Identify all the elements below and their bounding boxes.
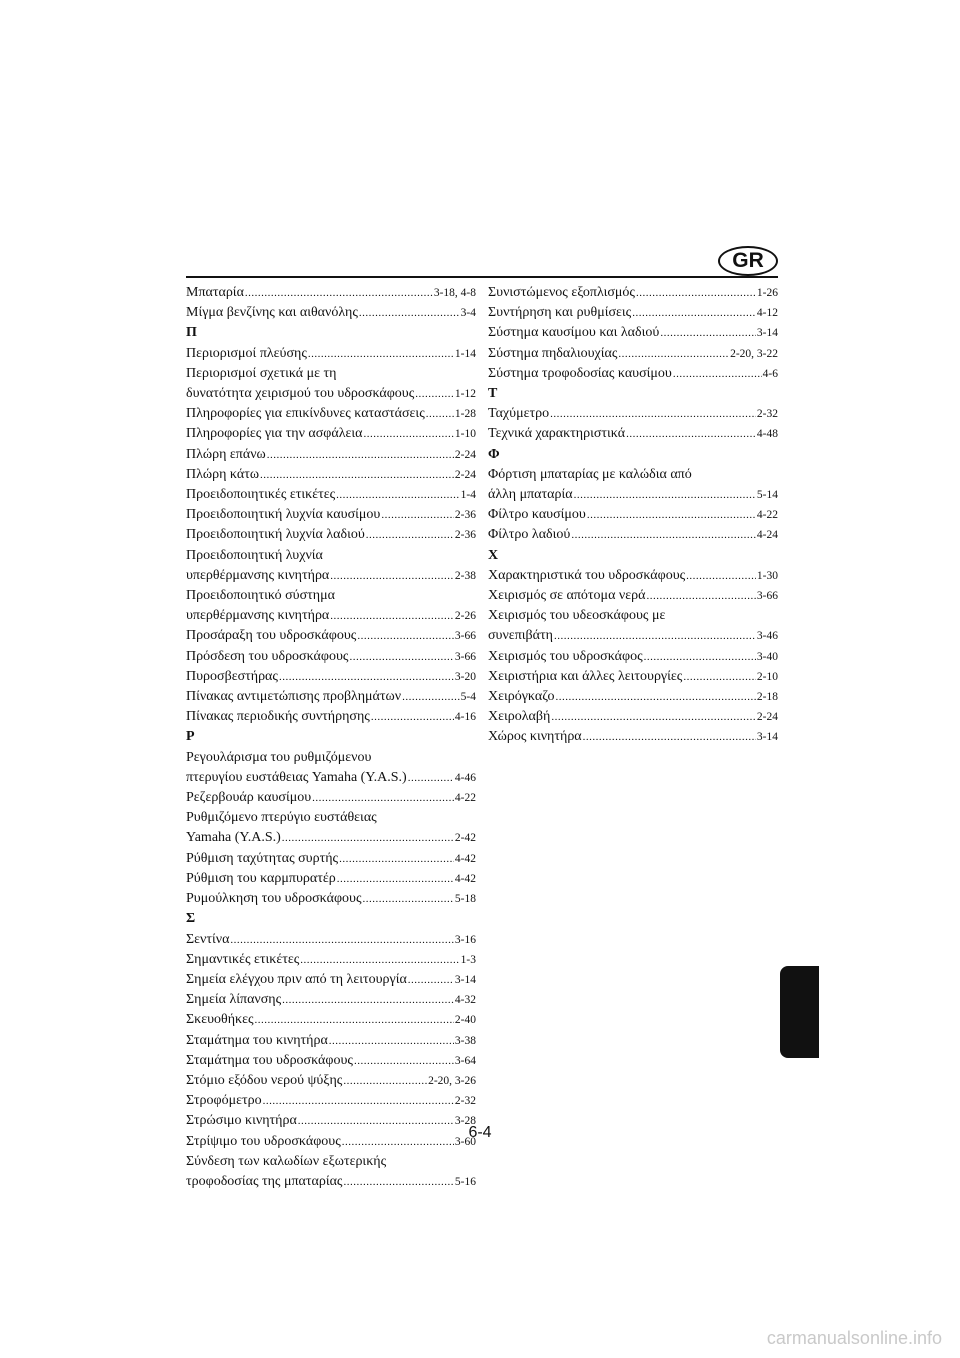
index-entry (186, 344, 476, 364)
dot-leader (260, 465, 454, 485)
index-entry (186, 889, 476, 909)
index-entry-page: 3-20 (454, 670, 476, 683)
language-badge: GR (718, 246, 778, 276)
index-entry (186, 1051, 476, 1071)
index-entry (488, 707, 778, 727)
index-entry (186, 404, 476, 424)
index-entry-text: Ρεζερβουάρ καυσίμου (186, 790, 312, 806)
index-column-left (186, 283, 476, 1192)
index-entry-text: Σύστημα πηδαλιουχίας (488, 345, 618, 361)
index-entry-text: υπερθέρμανσης κινητήρα (186, 608, 330, 624)
index-entry (186, 424, 476, 444)
index-entry-page: 3-4 (460, 307, 476, 320)
index-entry-page: 4-32 (454, 994, 476, 1007)
index-entry-text: Στρώσιμο κινητήρα (186, 1113, 297, 1129)
index-entry-text: Ρύθμιση του καρμπυρατέρ (186, 870, 336, 886)
index-entry-page: 3-28 (454, 1115, 476, 1128)
index-entry-text: Μίγμα βενζίνης και αιθανόλης (186, 305, 358, 321)
index-letter-heading: Σ (186, 911, 196, 927)
dot-leader (366, 525, 454, 545)
index-entry-text: Στροφόμετρο (186, 1093, 262, 1109)
index-entry-text: Χώρος κινητήρα (488, 729, 582, 745)
index-entry (186, 303, 476, 323)
index-entry-page: 4-22 (756, 509, 778, 522)
dot-leader (337, 869, 454, 889)
index-entry-page: 5-18 (454, 893, 476, 906)
dot-leader (279, 667, 454, 687)
dot-leader (371, 707, 454, 727)
dot-leader (245, 283, 433, 303)
index-letter-heading: Χ (488, 547, 499, 563)
index-entry-text: Σύστημα καυσίμου και λαδιού (488, 325, 660, 341)
index-entry-page: 4-46 (454, 771, 476, 784)
index-entry-text: Πληροφορίες για επικίνδυνες καταστάσεις (186, 406, 425, 422)
dot-leader (632, 303, 756, 323)
index-entry (488, 344, 778, 364)
index-entry-page: 2-36 (454, 529, 476, 542)
index-entry-page: 3-60 (454, 1135, 476, 1148)
index-entry-page: 3-66 (454, 630, 476, 643)
dot-leader (343, 1172, 453, 1192)
index-letter-heading: Ρ (186, 729, 195, 745)
index-entry-text: άλλη μπαταρία (488, 487, 573, 503)
index-entry-continued-line: Χειρισμός του υδεοσκάφους με (488, 608, 666, 624)
index-entry-page: 2-24 (454, 448, 476, 461)
dot-leader (282, 990, 454, 1010)
index-entry-text: Σταμάτημα του κινητήρα (186, 1032, 328, 1048)
index-entry-page: 3-66 (454, 650, 476, 663)
index-entry-page: 2-18 (756, 691, 778, 704)
index-entry (186, 626, 476, 646)
index-entry-page: 2-10 (756, 670, 778, 683)
index-entry-page: 3-14 (756, 731, 778, 744)
index-entry-text: Συντήρηση και ρυθμίσεις (488, 305, 632, 321)
index-entry (186, 869, 476, 889)
dot-leader (408, 768, 454, 788)
index-entry-page: 2-24 (756, 711, 778, 724)
dot-leader (683, 667, 756, 687)
dot-leader (308, 344, 454, 364)
dot-leader (363, 424, 453, 444)
dot-leader (363, 889, 454, 909)
index-entry-text: Χειρόγκαζο (488, 689, 555, 705)
index-entry-text: Σύστημα τροφοδοσίας καυσίμου (488, 365, 672, 381)
index-entry-text: Πλώρη επάνω (186, 446, 266, 462)
index-entry-text: Φίλτρο λαδιού (488, 527, 571, 543)
dot-leader (686, 566, 756, 586)
dot-leader (626, 424, 756, 444)
index-entry-page: 2-32 (454, 1095, 476, 1108)
dot-leader (646, 586, 755, 606)
index-entry-text: Στρίψιμο του υδροσκάφους (186, 1133, 341, 1149)
index-letter-heading: Π (186, 325, 197, 341)
dot-leader (339, 849, 454, 869)
index-entry-text: Ρυμούλκηση του υδροσκάφους (186, 891, 362, 907)
index-entry-page: 2-36 (454, 509, 476, 522)
index-entry-text: Πληροφορίες για την ασφάλεια (186, 426, 363, 442)
index-entry-text: Yamaha (Y.A.S.) (186, 830, 281, 846)
page-number: 6-4 (468, 1124, 492, 1141)
dot-leader (255, 1010, 454, 1030)
index-entry-page: 2-38 (454, 569, 476, 582)
index-entry-page: 2-20, 3-26 (428, 1074, 476, 1087)
index-entry-text: Ταχύμετρο (488, 406, 550, 422)
index-entry-page: 1-12 (454, 388, 476, 401)
index-entry (186, 283, 476, 303)
dot-leader (415, 384, 454, 404)
index-entry-text: Χειρολαβή (488, 709, 551, 725)
index-entry-page: 4-48 (756, 428, 778, 441)
index-entry (186, 828, 476, 848)
index-entry-text: Σημαντικές ετικέτες (186, 951, 300, 967)
index-entry-text: Σημεία ελέγχου πριν από τη λειτουργία (186, 971, 407, 987)
index-entry-page: 1-14 (454, 347, 476, 360)
dot-leader (408, 970, 454, 990)
index-entry-text: Ρύθμιση ταχύτητας συρτής (186, 850, 339, 866)
dot-leader (644, 647, 756, 667)
dot-leader (618, 344, 729, 364)
index-entry-text: πτερυγίου ευστάθειας Yamaha (Y.A.S.) (186, 769, 407, 785)
index-entry-page: 4-42 (454, 872, 476, 885)
index-entry (186, 667, 476, 687)
index-entry-page: 2-20, 3-22 (730, 347, 778, 360)
dot-leader (381, 505, 454, 525)
index-entry-continued-line: Προειδοποιητική λυχνία (186, 547, 323, 563)
dot-leader (330, 606, 454, 626)
dot-leader (343, 1071, 427, 1091)
watermark: carmanualsonline.info (766, 1328, 942, 1348)
index-entry-page: 1-26 (756, 287, 778, 299)
dot-leader (267, 445, 454, 465)
index-entry-text: Πυροσβεστήρας (186, 668, 278, 684)
index-entry-page: 1-30 (756, 569, 778, 582)
dot-leader (230, 930, 453, 950)
index-entry (186, 505, 476, 525)
index-entry (488, 364, 778, 384)
index-entry (488, 626, 778, 646)
dot-leader (571, 525, 756, 545)
index-entry-page: 5-4 (460, 691, 476, 704)
index-entry-continued-line: Περιορισμοί σχετικά με τη (186, 365, 337, 381)
index-entry-text: Χειριστήρια και άλλες λειτουργίες (488, 668, 683, 684)
dot-leader (636, 283, 756, 303)
dot-leader (330, 566, 454, 586)
index-entry (488, 303, 778, 323)
index-entry-text: Πλώρη κάτω (186, 466, 260, 482)
index-entry-text: Προσάραξη του υδροσκάφους (186, 628, 357, 644)
index-entry (488, 727, 778, 747)
index-entry (186, 1031, 476, 1051)
index-entry-text: τροφοδοσίας της μπαταρίας (186, 1173, 343, 1189)
index-entry-page: 4-16 (454, 711, 476, 724)
index-entry-text: συνεπιβάτη (488, 628, 553, 644)
index-entry-page: 2-32 (756, 408, 778, 421)
dot-leader (673, 364, 762, 384)
index-entry-page: 3-66 (756, 590, 778, 603)
index-entry (186, 485, 476, 505)
index-entry-text: Πίνακας περιοδικής συντήρησης (186, 709, 370, 725)
index-entry-text: Συνιστώμενος εξοπλισμός (488, 285, 635, 300)
index-entry (186, 445, 476, 465)
index-entry-page: 1-4 (460, 489, 476, 502)
index-entry (186, 566, 476, 586)
index-entry (488, 667, 778, 687)
dot-leader (583, 727, 756, 747)
dot-leader (402, 687, 460, 707)
index-entry-text: Στόμιο εξόδου νερού ψύξης (186, 1072, 343, 1088)
index-entry (488, 647, 778, 667)
index-entry-text: Χειρισμός σε απότομα νερά (488, 588, 646, 604)
index-entry-page: 2-40 (454, 1014, 476, 1027)
index-entry-text: Πρόσδεση του υδροσκάφους (186, 648, 349, 664)
dot-leader (426, 404, 454, 424)
index-entry-page: 4-42 (454, 852, 476, 865)
index-column-right (488, 283, 778, 748)
index-entry (186, 1071, 476, 1091)
index-entry (186, 1172, 476, 1192)
index-entry-text: Σκευοθήκες (186, 1012, 254, 1028)
index-entry-text: Σημεία λίπανσης (186, 992, 282, 1008)
header-rule (186, 276, 778, 278)
index-entry (488, 485, 778, 505)
index-entry (488, 505, 778, 525)
dot-leader (551, 707, 756, 727)
dot-leader (263, 1091, 454, 1111)
section-tab (780, 966, 819, 1058)
index-entry (488, 566, 778, 586)
index-entry (186, 465, 476, 485)
index-entry-text: Μπαταρία (186, 285, 244, 300)
index-entry (186, 707, 476, 727)
index-entry-page: 2-42 (454, 832, 476, 845)
index-entry-page: 5-16 (454, 1175, 476, 1188)
index-entry-page: 3-16 (454, 933, 476, 946)
index-entry (186, 1010, 476, 1030)
dot-leader (282, 828, 454, 848)
index-entry-page: 4-24 (756, 529, 778, 542)
index-entry-text: υπερθέρμανσης κινητήρα (186, 567, 330, 583)
index-entry (488, 586, 778, 606)
index-entry-text: Πίνακας αντιμετώπισης προβλημάτων (186, 689, 402, 705)
index-entry (186, 768, 476, 788)
index-entry (186, 1091, 476, 1111)
index-entry-page: 1-28 (454, 408, 476, 421)
index-entry-page: 3-38 (454, 1034, 476, 1047)
index-entry-page: 3-46 (756, 630, 778, 643)
index-entry (488, 283, 778, 303)
index-entry (186, 788, 476, 808)
index-entry (186, 970, 476, 990)
index-entry (488, 525, 778, 545)
dot-leader (300, 950, 459, 970)
index-entry-continued-line: Προειδοποιητικό σύστημα (186, 588, 335, 604)
index-entry (186, 647, 476, 667)
index-letter-heading: Φ (488, 446, 500, 462)
index-entry (186, 990, 476, 1010)
index-entry-text: Χαρακτηριστικά του υδροσκάφους (488, 567, 686, 583)
dot-leader (329, 1031, 454, 1051)
dot-leader (336, 485, 460, 505)
dot-leader (555, 687, 755, 707)
dot-leader (349, 647, 453, 667)
index-entry-page: 1-10 (454, 428, 476, 441)
index-entry-page: 3-14 (454, 973, 476, 986)
index-entry-continued-line: Φόρτιση μπαταρίας με καλώδια από (488, 466, 692, 482)
index-entry-text: Φίλτρο καυσίμου (488, 507, 586, 523)
index-entry-page: 4-6 (762, 367, 778, 380)
index-entry-text: Περιορισμοί πλεύσης (186, 345, 307, 361)
index-entry-page: 5-14 (756, 489, 778, 502)
index-entry-continued-line: Ρυθμιζόμενο πτερύγιο ευστάθειας (186, 810, 377, 826)
index-entry-text: Σταμάτημα του υδροσκάφους (186, 1052, 353, 1068)
index-entry (488, 323, 778, 343)
index-entry-text: Σεντίνα (186, 931, 230, 947)
index-entry-continued-line: Σύνδεση των καλωδίων εξωτερικής (186, 1153, 387, 1169)
index-entry-text: Τεχνικά χαρακτηριστικά (488, 426, 626, 442)
index-entry-continued-line: Ρεγουλάρισμα του ρυθμιζόμενου (186, 749, 372, 765)
index-entry (186, 525, 476, 545)
dot-leader (660, 323, 756, 343)
dot-leader (574, 485, 756, 505)
index-entry-page: 3-64 (454, 1054, 476, 1067)
index-entry (488, 424, 778, 444)
index-entry (186, 384, 476, 404)
index-entry-text: Προειδοποιητικές ετικέτες (186, 487, 336, 503)
dot-leader (550, 404, 756, 424)
dot-leader (554, 626, 756, 646)
index-entry-page: 3-18, 4-8 (433, 287, 476, 299)
dot-leader (312, 788, 454, 808)
dot-leader (354, 1051, 454, 1071)
index-entry-text: δυνατότητα χειρισμού του υδροσκάφους (186, 386, 415, 402)
index-entry-page: 3-40 (756, 650, 778, 663)
index-entry (186, 950, 476, 970)
index-entry-page: 4-12 (756, 307, 778, 320)
dot-leader (587, 505, 756, 525)
index-entry (186, 930, 476, 950)
index-entry-page: 2-24 (454, 468, 476, 481)
index-entry-page: 4-22 (454, 792, 476, 805)
dot-leader (359, 303, 460, 323)
index-entry (186, 606, 476, 626)
index-entry-page: 1-3 (460, 953, 476, 966)
index-entry (488, 404, 778, 424)
index-entry-text: Χειρισμός του υδροσκάφος (488, 648, 643, 664)
index-letter-heading: Τ (488, 386, 498, 402)
index-entry-page: 2-26 (454, 610, 476, 623)
index-entry (488, 687, 778, 707)
index-entry (186, 849, 476, 869)
index-entry-text: Προειδοποιητική λυχνία καυσίμου (186, 507, 381, 523)
index-entry-text: Προειδοποιητική λυχνία λαδιού (186, 527, 365, 543)
index-entry-page: 3-14 (756, 327, 778, 340)
index-entry (186, 687, 476, 707)
dot-leader (357, 626, 454, 646)
